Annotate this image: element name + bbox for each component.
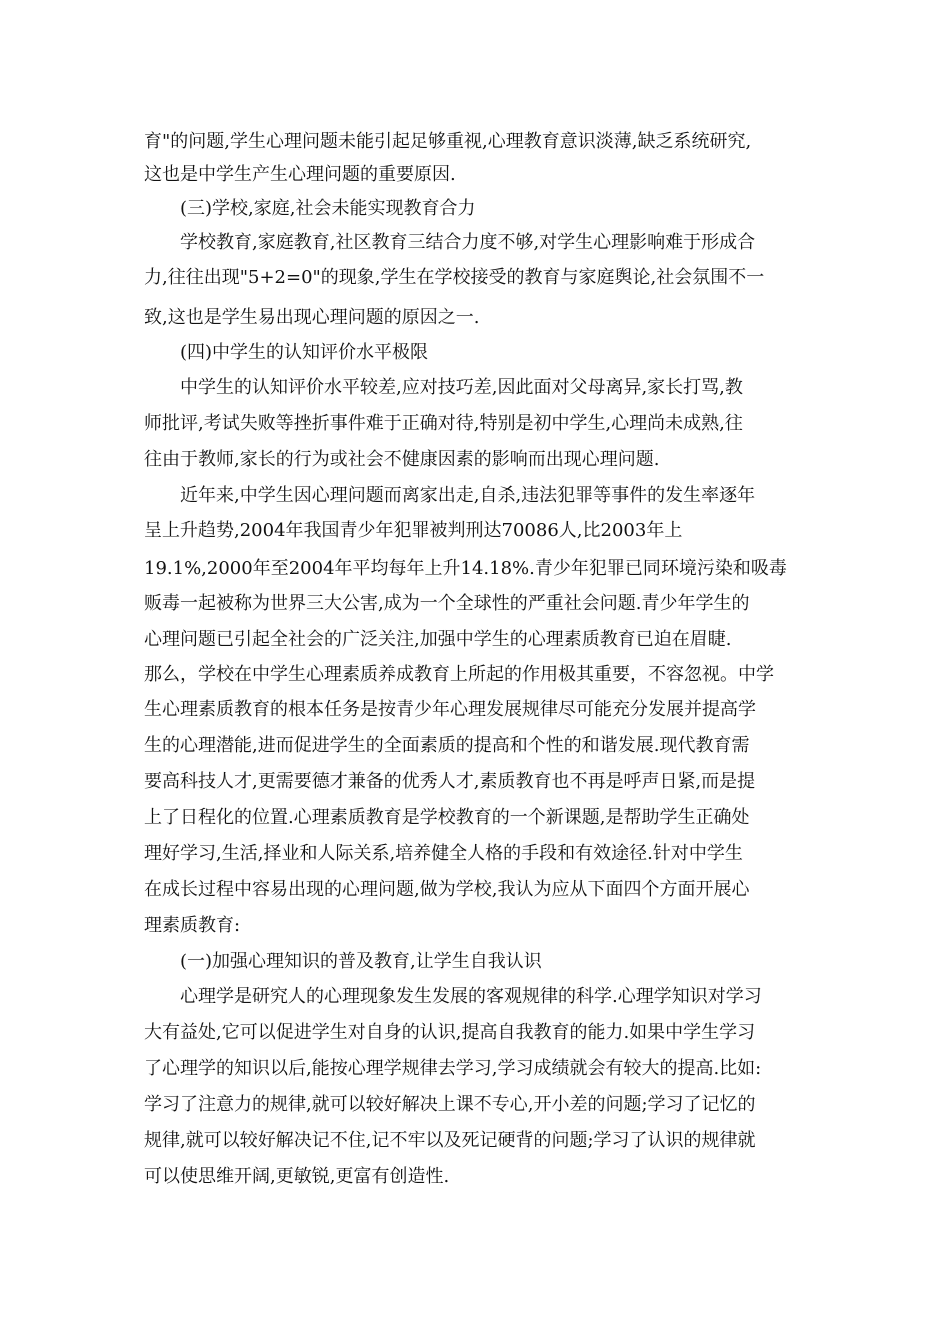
text-line: 学校教育,家庭教育,社区教育三结合力度不够,对学生心理影响难于形成合	[180, 232, 756, 253]
section-heading: (四)中学生的认知评价水平极限	[180, 342, 429, 363]
text-line: 生心理素质教育的根本任务是按青少年心理发展规律尽可能充分发展并提高学	[144, 699, 756, 720]
text-line: 近年来,中学生因心理问题而离家出走,自杀,违法犯罪等事件的发生率逐年	[180, 485, 756, 506]
text-line: 这也是中学生产生心理问题的重要原因.	[144, 164, 456, 185]
text-line: 中学生的认知评价水平较差,应对技巧差,因此面对父母离异,家长打骂,教	[180, 377, 743, 398]
text-line: 了心理学的知识以后,能按心理学规律去学习,学习成绩就会有较大的提高.比如:	[144, 1058, 762, 1079]
text-line: 19.1%,2000年至2004年平均每年上升14.18%.青少年犯罪已同环境污染和吸毒	[144, 558, 787, 579]
text-line: 致,这也是学生易出现心理问题的原因之一.	[144, 307, 480, 328]
text-line: 要高科技人才,更需要德才兼备的优秀人才,素质教育也不再是呼声日紧,而是提	[144, 771, 756, 792]
text-line: 心理问题已引起全社会的广泛关注,加强中学生的心理素质教育已迫在眉睫.	[144, 629, 732, 650]
text-line: 规律,就可以较好解决记不住,记不牢以及死记硬背的问题;学习了认识的规律就	[144, 1130, 756, 1151]
section-heading: (一)加强心理知识的普及教育,让学生自我认识	[180, 951, 542, 972]
text-line: 理素质教育:	[144, 915, 241, 936]
text-line: 育"的问题,学生心理问题未能引起足够重视,心理教育意识淡薄,缺乏系统研究,	[144, 131, 752, 152]
text-line: 在成长过程中容易出现的心理问题,做为学校,我认为应从下面四个方面开展心	[144, 879, 750, 900]
text-line: 师批评,考试失败等挫折事件难于正确对待,特别是初中学生,心理尚未成熟,往	[144, 413, 743, 434]
text-line: 可以使思维开阔,更敏锐,更富有创造性.	[144, 1166, 450, 1187]
text-line: 上了日程化的位置.心理素质教育是学校教育的一个新课题,是帮助学生正确处	[144, 807, 750, 828]
text-line: 生的心理潜能,进而促进学生的全面素质的提高和个性的和谐发展.现代教育需	[144, 735, 750, 756]
text-line: 心理学是研究人的心理现象发生发展的客观规律的科学.心理学知识对学习	[180, 986, 762, 1007]
text-line: 贩毒一起被称为世界三大公害,成为一个全球性的严重社会问题.青少年学生的	[144, 593, 750, 614]
section-heading: (三)学校,家庭,社会未能实现教育合力	[180, 198, 476, 219]
text-line: 大有益处,它可以促进学生对自身的认识,提高自我教育的能力.如果中学生学习	[144, 1022, 756, 1043]
text-line: 那么，学校在中学生心理素质养成教育上所起的作用极其重要，不容忽视。中学	[144, 664, 774, 685]
text-line: 往由于教师,家长的行为或社会不健康因素的影响而出现心理问题.	[144, 449, 660, 470]
text-line: 力,往往出现"5+2=0"的现象,学生在学校接受的教育与家庭舆论,社会氛围不一	[144, 267, 765, 288]
text-line: 理好学习,生活,择业和人际关系,培养健全人格的手段和有效途径.针对中学生	[144, 843, 743, 864]
text-line: 学习了注意力的规律,就可以较好解决上课不专心,开小差的问题;学习了记忆的	[144, 1094, 756, 1115]
text-line: 呈上升趋势,2004年我国青少年犯罪被判刑达70086人,比2003年上	[144, 520, 683, 541]
